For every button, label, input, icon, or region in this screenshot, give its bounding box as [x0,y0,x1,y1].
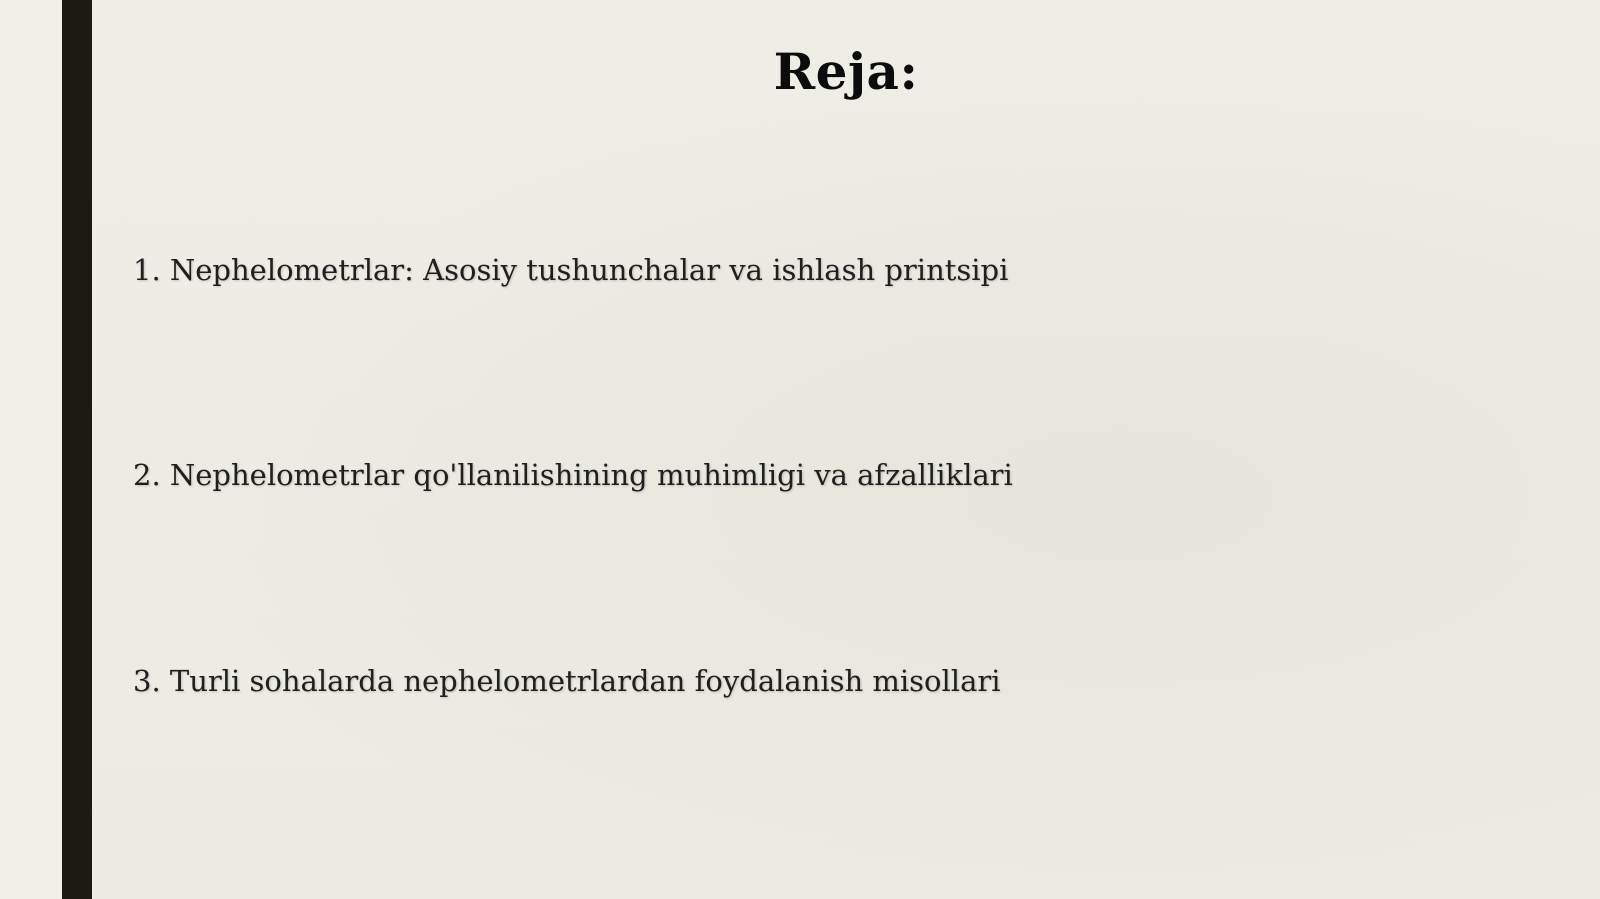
left-margin-strip [0,0,62,899]
plan-item-2: 2. Nephelometrlar qo'llanilishining muhimligi va afzalliklari [133,458,1013,492]
plan-item-3: 3. Turli sohalarda nephelometrlardan foydalanish misollari [133,664,1001,698]
slide-title: Reja: [773,42,919,101]
plan-item-1: 1. Nephelometrlar: Asosiy tushunchalar va ishlash printsipi [133,253,1009,287]
accent-bar [62,0,92,899]
